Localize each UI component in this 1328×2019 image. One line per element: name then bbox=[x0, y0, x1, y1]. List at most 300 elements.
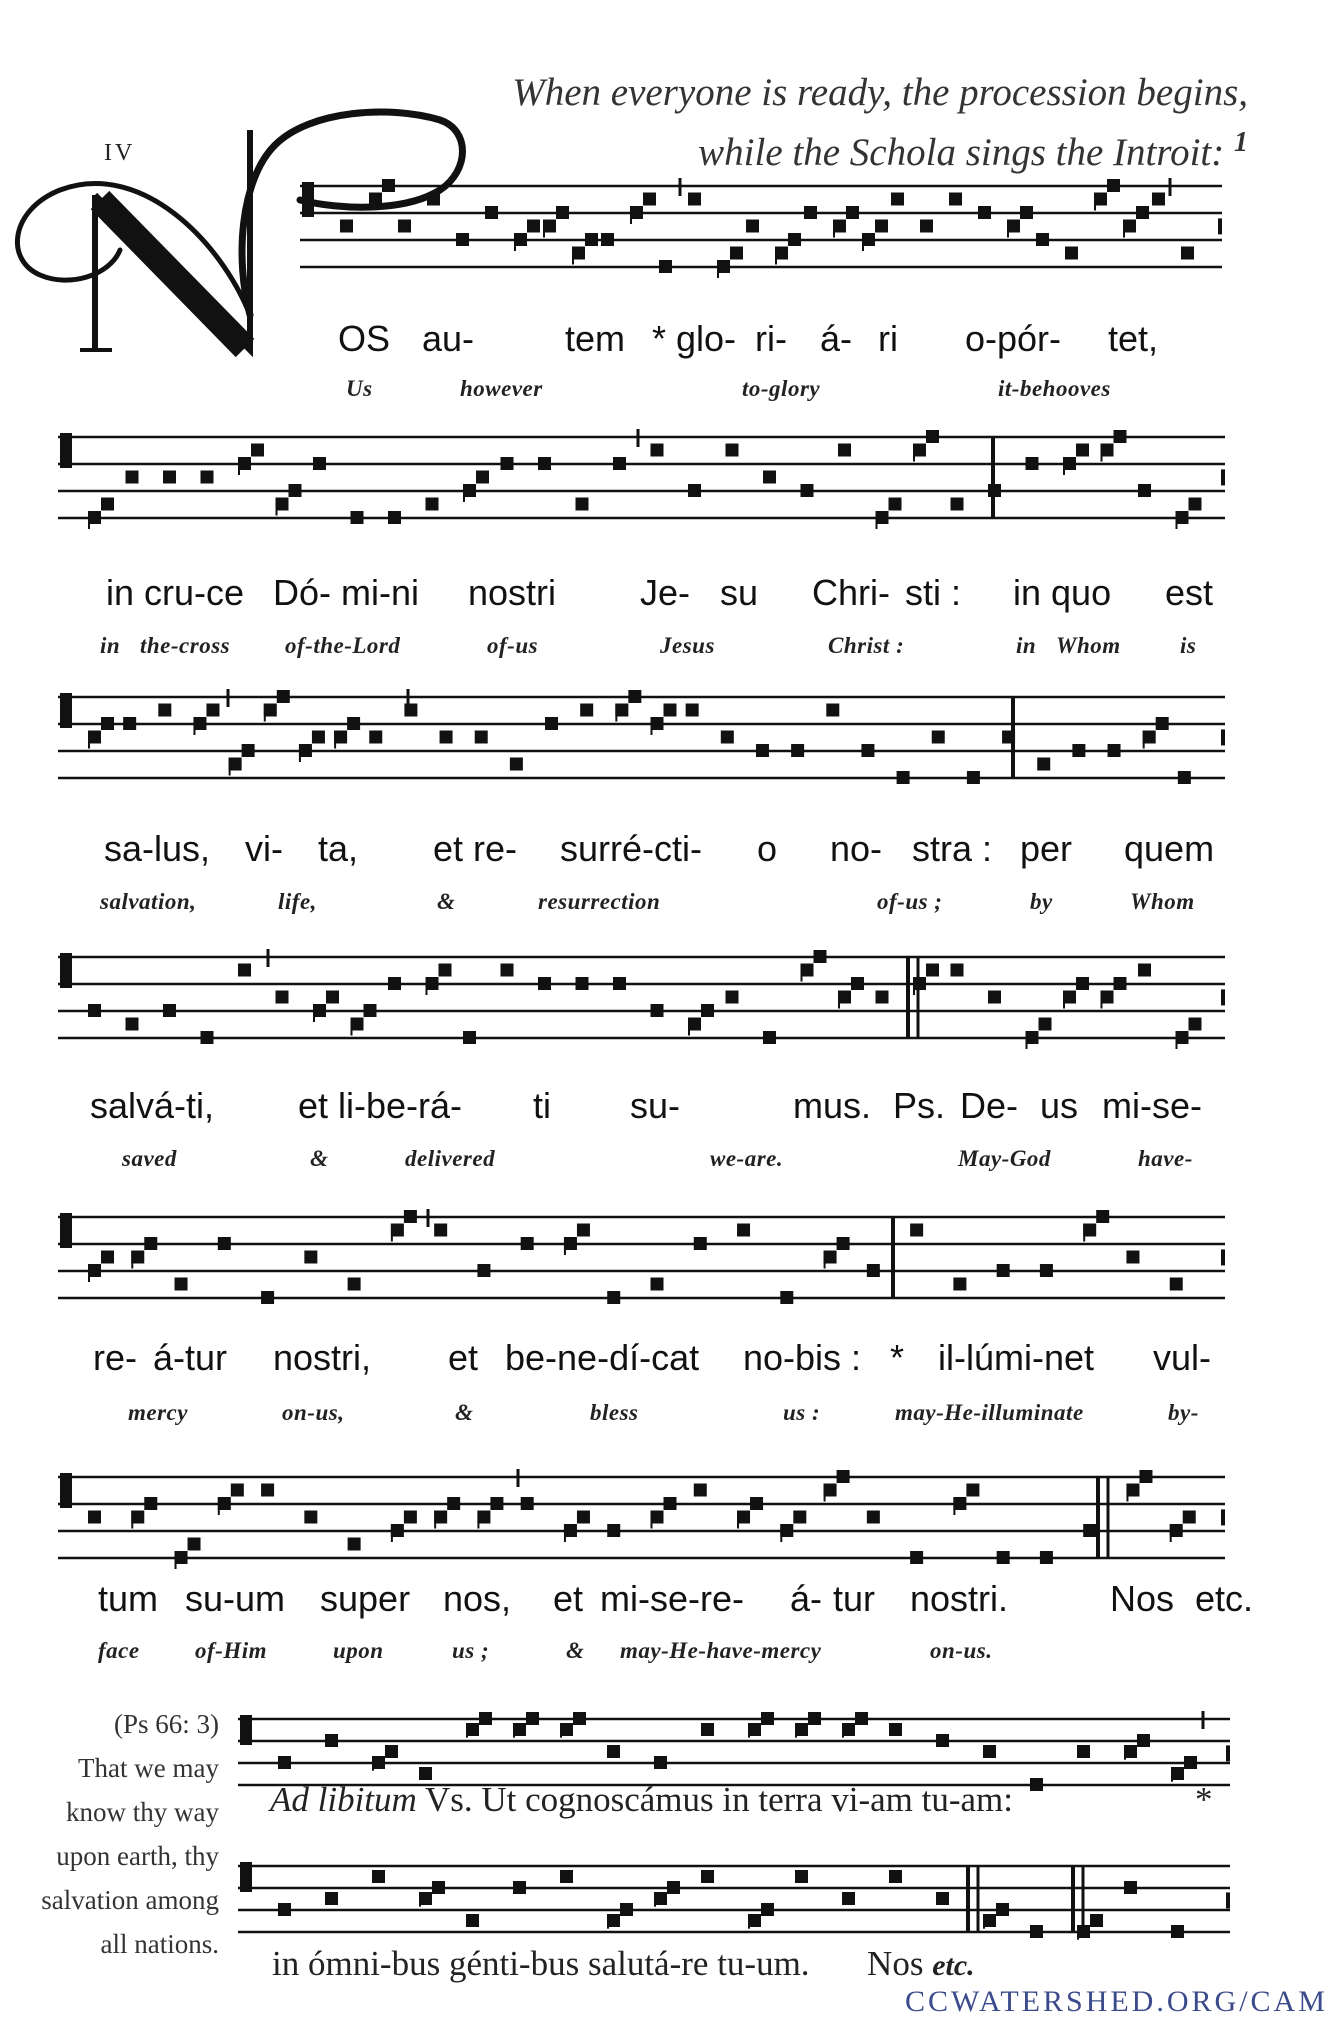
clef-c-icon bbox=[60, 1473, 72, 1508]
lyrics-line-1 bbox=[0, 318, 1276, 363]
neume-note bbox=[88, 1004, 101, 1017]
rubric-line-1: When everyone is ready, the procession begins, bbox=[512, 71, 1248, 114]
gloss-word: the-cross bbox=[140, 633, 231, 658]
neume-note bbox=[953, 1278, 966, 1291]
translation-line: upon earth, thy bbox=[56, 1841, 219, 1871]
lyric-syllable: et bbox=[448, 1337, 479, 1378]
neume-note bbox=[261, 1484, 274, 1497]
neume-note bbox=[897, 771, 910, 784]
neume-note bbox=[163, 1004, 176, 1017]
clef-c-icon bbox=[60, 953, 72, 988]
neume-note bbox=[651, 444, 664, 457]
neume-note bbox=[983, 1745, 996, 1758]
gloss-word: on-us. bbox=[930, 1638, 993, 1663]
neume-note bbox=[1138, 964, 1151, 977]
neume-note bbox=[855, 1712, 868, 1725]
lyric-syllable: o-pór- bbox=[965, 318, 1062, 359]
gloss-line-5 bbox=[0, 1400, 1276, 1430]
neume-note bbox=[1139, 1470, 1152, 1483]
custos-icon bbox=[1226, 1745, 1230, 1761]
custos-icon bbox=[1221, 729, 1225, 745]
neume-note bbox=[1170, 1278, 1183, 1291]
neume-note bbox=[1184, 1756, 1197, 1769]
neume-note bbox=[201, 471, 214, 484]
gloss-word: & bbox=[566, 1638, 585, 1663]
custos-icon bbox=[1218, 218, 1222, 234]
neume-note bbox=[385, 1745, 398, 1758]
gloss-word: have- bbox=[1138, 1146, 1193, 1171]
verse-line-2 bbox=[272, 1944, 975, 1984]
gloss-word: of-us ; bbox=[877, 889, 943, 914]
neume-note bbox=[1076, 977, 1089, 990]
footnote-marker: 1 bbox=[1234, 127, 1248, 158]
neume-note bbox=[932, 731, 945, 744]
lyric-syllable: ri- bbox=[755, 318, 787, 359]
neume-note bbox=[875, 220, 888, 233]
neume-note bbox=[826, 704, 839, 717]
gloss-line-6 bbox=[0, 1638, 1276, 1668]
neume-note bbox=[364, 1004, 377, 1017]
neume-note bbox=[577, 1511, 590, 1524]
lyric-syllable: nostri, bbox=[273, 1337, 372, 1378]
neume-note bbox=[434, 1224, 447, 1237]
neume-note bbox=[1124, 1881, 1137, 1894]
gloss-word: delivered bbox=[405, 1146, 496, 1171]
clef-c-icon bbox=[240, 1862, 252, 1892]
lyric-syllable: surré-cti- bbox=[560, 828, 702, 869]
neume-note bbox=[651, 1004, 664, 1017]
neume-note bbox=[475, 731, 488, 744]
neume-note bbox=[1152, 193, 1165, 206]
neume-note bbox=[432, 1881, 445, 1894]
lyric-syllable: quem bbox=[1124, 828, 1215, 869]
neume-note bbox=[1171, 1925, 1184, 1938]
neume-note bbox=[654, 1756, 667, 1769]
neume-note bbox=[456, 233, 469, 246]
clef-c-icon bbox=[60, 433, 72, 468]
neume-note bbox=[643, 193, 656, 206]
lyric-syllable: nostri. bbox=[910, 1578, 1009, 1619]
gloss-word: may-He-illuminate bbox=[895, 1400, 1084, 1425]
neume-note bbox=[1108, 744, 1121, 757]
gloss-word: saved bbox=[122, 1146, 177, 1171]
neume-note bbox=[144, 1237, 157, 1250]
neume-note bbox=[951, 964, 964, 977]
neume-note bbox=[808, 1712, 821, 1725]
neume-note bbox=[1114, 977, 1127, 990]
lyric-syllable: tum bbox=[98, 1578, 159, 1619]
neume-note bbox=[861, 744, 874, 757]
lyric-syllable: tet, bbox=[1108, 318, 1159, 359]
neume-note bbox=[277, 690, 290, 703]
gloss-line-3 bbox=[0, 889, 1276, 919]
neume-note bbox=[419, 1767, 432, 1780]
gloss-word: we-are. bbox=[710, 1146, 784, 1171]
neume-note bbox=[607, 1745, 620, 1758]
lyric-syllable: be-ne-dí-cat bbox=[505, 1337, 700, 1378]
gloss-line-1 bbox=[0, 376, 1276, 406]
staff-5 bbox=[58, 1195, 1233, 1345]
gloss-word: may-He-have-mercy bbox=[620, 1638, 822, 1663]
neume-note bbox=[737, 1224, 750, 1237]
rubric bbox=[428, 68, 1248, 178]
neume-note bbox=[163, 471, 176, 484]
neume-note bbox=[613, 977, 626, 990]
neume-note bbox=[538, 457, 551, 470]
neume-note bbox=[1072, 744, 1085, 757]
neume-note bbox=[101, 717, 114, 730]
neume-note bbox=[889, 1870, 902, 1883]
neume-note bbox=[188, 1538, 201, 1551]
lyric-syllable: Je- bbox=[640, 572, 691, 613]
neume-note bbox=[607, 1291, 620, 1304]
gloss-word: however bbox=[460, 376, 543, 401]
neume-note bbox=[688, 193, 701, 206]
neume-note bbox=[1156, 717, 1169, 730]
neume-note bbox=[846, 206, 859, 219]
lyric-syllable: nostri bbox=[468, 572, 557, 613]
lyric-syllable: in quo bbox=[1013, 572, 1112, 613]
footer-link[interactable]: CCWATERSHED.ORG/CAM bbox=[905, 1985, 1328, 2018]
clef-c-icon bbox=[302, 182, 314, 217]
neume-note bbox=[788, 233, 801, 246]
neume-note bbox=[1040, 1551, 1053, 1564]
lyric-syllable: no-bis : bbox=[743, 1337, 862, 1378]
neume-note bbox=[889, 1723, 902, 1736]
neume-note bbox=[218, 1237, 231, 1250]
neume-note bbox=[158, 704, 171, 717]
neume-note bbox=[242, 744, 255, 757]
etc-marker: etc. bbox=[1195, 1578, 1254, 1619]
neume-note bbox=[485, 206, 498, 219]
clef-c-icon bbox=[240, 1715, 252, 1745]
neume-note bbox=[988, 991, 1001, 1004]
rubric-line-2: while the Schola sings the Introit: bbox=[698, 131, 1225, 174]
lyric-syllable: á- bbox=[820, 318, 853, 359]
neume-note bbox=[382, 179, 395, 192]
lyrics-line-6 bbox=[0, 1578, 1276, 1623]
neume-note bbox=[238, 964, 251, 977]
neume-note bbox=[620, 1903, 633, 1916]
lyric-syllable: et re- bbox=[433, 828, 518, 869]
neume-note bbox=[126, 471, 139, 484]
neume-note bbox=[936, 1734, 949, 1747]
staff-4 bbox=[58, 935, 1233, 1085]
neume-note bbox=[613, 457, 626, 470]
lyric-syllable: mi-se- bbox=[1102, 1085, 1202, 1126]
lyric-syllable: * bbox=[890, 1337, 905, 1378]
neume-note bbox=[325, 1734, 338, 1747]
neume-note bbox=[521, 1237, 534, 1250]
lyric-syllable: sti : bbox=[905, 572, 962, 613]
lyric-syllable: salvá-ti, bbox=[90, 1085, 215, 1126]
neume-note bbox=[1077, 1745, 1090, 1758]
neume-note bbox=[780, 1291, 793, 1304]
neume-note bbox=[1107, 179, 1120, 192]
lyric-syllable: su-um bbox=[185, 1578, 286, 1619]
neume-note bbox=[730, 247, 743, 260]
gloss-word: bless bbox=[590, 1400, 639, 1425]
translation-line: That we may bbox=[78, 1753, 219, 1783]
lyric-syllable: OS bbox=[338, 318, 391, 359]
neume-note bbox=[576, 498, 589, 511]
neume-note bbox=[910, 1551, 923, 1564]
neume-note bbox=[289, 484, 302, 497]
lyric-syllable: De- bbox=[960, 1085, 1019, 1126]
neume-note bbox=[701, 1870, 714, 1883]
neume-note bbox=[837, 1237, 850, 1250]
neume-note bbox=[664, 704, 677, 717]
neume-note bbox=[936, 1892, 949, 1905]
neume-note bbox=[761, 1712, 774, 1725]
neume-note bbox=[404, 704, 417, 717]
staff-1 bbox=[300, 170, 1230, 320]
lyric-syllable: á-tur bbox=[153, 1337, 228, 1378]
neume-note bbox=[427, 193, 440, 206]
lyric-syllable: il-lúmi-net bbox=[938, 1337, 1095, 1378]
gloss-word: & bbox=[310, 1146, 329, 1171]
gloss-word: by bbox=[1030, 889, 1053, 914]
gloss-word: resurrection bbox=[538, 889, 661, 914]
neume-note bbox=[501, 964, 514, 977]
neume-note bbox=[426, 498, 439, 511]
lyric-syllable: us bbox=[1040, 1085, 1079, 1126]
neume-note bbox=[867, 1264, 880, 1277]
neume-note bbox=[1040, 1264, 1053, 1277]
neume-note bbox=[701, 1004, 714, 1017]
neume-note bbox=[175, 1278, 188, 1291]
neume-note bbox=[701, 1723, 714, 1736]
neume-note bbox=[326, 991, 339, 1004]
gloss-word: in bbox=[100, 633, 121, 658]
psalm-reference: (Ps 66: 3) bbox=[113, 1709, 219, 1739]
neume-note bbox=[795, 1870, 808, 1883]
lyric-syllable: est bbox=[1165, 572, 1214, 613]
neume-note bbox=[585, 233, 598, 246]
gloss-word: Jesus bbox=[660, 633, 715, 658]
neume-note bbox=[801, 484, 814, 497]
rubric-line-2-wrap bbox=[428, 118, 1248, 178]
neume-note bbox=[1083, 1524, 1096, 1537]
gloss-word: it-behooves bbox=[998, 376, 1111, 401]
lyrics-line-4 bbox=[0, 1085, 1276, 1130]
neume-note bbox=[545, 717, 558, 730]
gloss-word: to-glory bbox=[742, 376, 821, 401]
staff-3 bbox=[58, 675, 1233, 825]
lyric-syllable: ti bbox=[533, 1085, 551, 1126]
neume-note bbox=[348, 1538, 361, 1551]
neume-note bbox=[144, 1497, 157, 1510]
lyric-syllable: Nos bbox=[1110, 1578, 1175, 1619]
lyric-syllable: á- bbox=[790, 1578, 823, 1619]
neume-note bbox=[556, 206, 569, 219]
neume-note bbox=[88, 1511, 101, 1524]
lyric-syllable: mi-se-re- bbox=[600, 1578, 744, 1619]
neume-note bbox=[1114, 430, 1127, 443]
neume-note bbox=[576, 977, 589, 990]
staff-2 bbox=[58, 415, 1233, 565]
neume-note bbox=[1065, 247, 1078, 260]
lyric-syllable: et bbox=[553, 1578, 584, 1619]
staff-8 bbox=[238, 1852, 1238, 1952]
neume-note bbox=[201, 1031, 214, 1044]
mode-number: IV bbox=[104, 140, 136, 166]
psalm-marker: Ps. bbox=[893, 1085, 946, 1126]
verse-etc: etc. bbox=[932, 1949, 975, 1982]
lyric-syllable: tem bbox=[565, 318, 626, 359]
neume-note bbox=[231, 1484, 244, 1497]
neume-note bbox=[1138, 484, 1151, 497]
gloss-word: Christ : bbox=[828, 633, 905, 658]
neume-note bbox=[126, 1018, 139, 1031]
neume-note bbox=[501, 457, 514, 470]
neume-note bbox=[1037, 758, 1050, 771]
neume-note bbox=[1183, 1511, 1196, 1524]
neume-note bbox=[761, 1903, 774, 1916]
gloss-word: & bbox=[455, 1400, 474, 1425]
neume-note bbox=[261, 1291, 274, 1304]
neume-note bbox=[476, 471, 489, 484]
neume-note bbox=[398, 220, 411, 233]
neume-note bbox=[628, 690, 641, 703]
neume-note bbox=[477, 1264, 490, 1277]
lyrics-line-5 bbox=[0, 1337, 1276, 1382]
neume-note bbox=[1076, 444, 1089, 457]
lyric-syllable: Chri- bbox=[812, 572, 890, 613]
neume-note bbox=[101, 498, 114, 511]
lyric-syllable: au- bbox=[422, 318, 475, 359]
neume-note bbox=[1039, 1018, 1052, 1031]
lyric-syllable: per bbox=[1020, 828, 1073, 869]
lyric-syllable: vul- bbox=[1153, 1337, 1212, 1378]
verse-text-1: Vs. Ut cognoscámus in terra vi-am tu-am: bbox=[424, 1780, 1013, 1819]
gloss-word: of-us bbox=[487, 633, 539, 658]
gloss-word: us : bbox=[783, 1400, 821, 1425]
neume-note bbox=[1030, 1778, 1043, 1791]
custos-icon bbox=[1226, 1892, 1230, 1908]
neume-note bbox=[278, 1903, 291, 1916]
neume-note bbox=[388, 511, 401, 524]
verse-line-1 bbox=[270, 1780, 1013, 1820]
lyrics-line-2 bbox=[0, 572, 1276, 617]
lyric-syllable: ta, bbox=[318, 828, 359, 869]
neume-note bbox=[278, 1756, 291, 1769]
neume-note bbox=[1090, 1914, 1103, 1927]
neume-note bbox=[763, 1031, 776, 1044]
lyric-syllable: no- bbox=[830, 828, 883, 869]
gloss-word: Us bbox=[346, 376, 373, 401]
neume-note bbox=[560, 1870, 573, 1883]
neume-note bbox=[804, 206, 817, 219]
neume-note bbox=[966, 1484, 979, 1497]
neume-note bbox=[664, 1497, 677, 1510]
neume-note bbox=[580, 704, 593, 717]
lyric-syllable: nos, bbox=[443, 1578, 512, 1619]
neume-note bbox=[490, 1497, 503, 1510]
neume-note bbox=[750, 1497, 763, 1510]
neume-note bbox=[447, 1497, 460, 1510]
neume-note bbox=[694, 1237, 707, 1250]
neume-note bbox=[348, 1278, 361, 1291]
neume-note bbox=[527, 220, 540, 233]
neume-note bbox=[372, 1870, 385, 1883]
neume-note bbox=[351, 511, 364, 524]
lyric-syllable: o bbox=[757, 828, 778, 869]
neume-note bbox=[312, 731, 325, 744]
custos-icon bbox=[1221, 1249, 1225, 1265]
neume-note bbox=[763, 471, 776, 484]
neume-note bbox=[1126, 1251, 1139, 1264]
gloss-word: us ; bbox=[452, 1638, 490, 1663]
neume-note bbox=[206, 704, 219, 717]
neume-note bbox=[388, 977, 401, 990]
neume-note bbox=[463, 1031, 476, 1044]
neume-note bbox=[1030, 1925, 1043, 1938]
gloss-word: in bbox=[1016, 633, 1037, 658]
neume-note bbox=[577, 1224, 590, 1237]
lyric-syllable: super bbox=[320, 1578, 411, 1619]
neume-note bbox=[325, 1892, 338, 1905]
lyric-syllable: sa-lus, bbox=[104, 828, 211, 869]
neume-note bbox=[686, 704, 699, 717]
neume-note bbox=[1096, 1210, 1109, 1223]
neume-note bbox=[276, 991, 289, 1004]
neume-note bbox=[304, 1251, 317, 1264]
neume-note bbox=[726, 444, 739, 457]
neume-note bbox=[721, 731, 734, 744]
translation-block bbox=[4, 1746, 219, 1966]
gloss-word: salvation, bbox=[100, 889, 197, 914]
gloss-line-4 bbox=[0, 1146, 1276, 1176]
neume-note bbox=[466, 1914, 479, 1927]
neume-note bbox=[1026, 457, 1039, 470]
neume-note bbox=[889, 498, 902, 511]
gloss-word: May-God bbox=[958, 1146, 1051, 1171]
lyric-syllable: su bbox=[720, 572, 759, 613]
neume-note bbox=[949, 193, 962, 206]
neume-note bbox=[607, 1524, 620, 1537]
neume-note bbox=[997, 1551, 1010, 1564]
lyric-syllable: mus. bbox=[793, 1085, 872, 1126]
gloss-word: Whom bbox=[1130, 889, 1195, 914]
neume-note bbox=[988, 484, 1001, 497]
neume-note bbox=[101, 1251, 114, 1264]
custos-icon bbox=[1221, 989, 1225, 1005]
lyric-syllable: tur bbox=[833, 1578, 876, 1619]
clef-c-icon bbox=[60, 693, 72, 728]
neume-note bbox=[876, 991, 889, 1004]
neume-note bbox=[513, 1881, 526, 1894]
neume-note bbox=[842, 1892, 855, 1905]
neume-note bbox=[867, 1511, 880, 1524]
neume-note bbox=[659, 260, 672, 273]
lyric-syllable: vi- bbox=[245, 828, 283, 869]
neume-note bbox=[996, 1903, 1009, 1916]
lyric-syllable: * glo- bbox=[652, 318, 737, 359]
neume-note bbox=[920, 220, 933, 233]
neume-note bbox=[756, 744, 769, 757]
neume-note bbox=[538, 977, 551, 990]
neume-note bbox=[1181, 247, 1194, 260]
neume-note bbox=[791, 744, 804, 757]
neume-note bbox=[1189, 498, 1202, 511]
lyric-syllable: su- bbox=[630, 1085, 681, 1126]
neume-note bbox=[1178, 771, 1191, 784]
lyric-syllable: in cru-ce bbox=[106, 572, 245, 613]
neume-note bbox=[1136, 206, 1149, 219]
gloss-word: face bbox=[98, 1638, 140, 1663]
gloss-word: life, bbox=[278, 889, 317, 914]
